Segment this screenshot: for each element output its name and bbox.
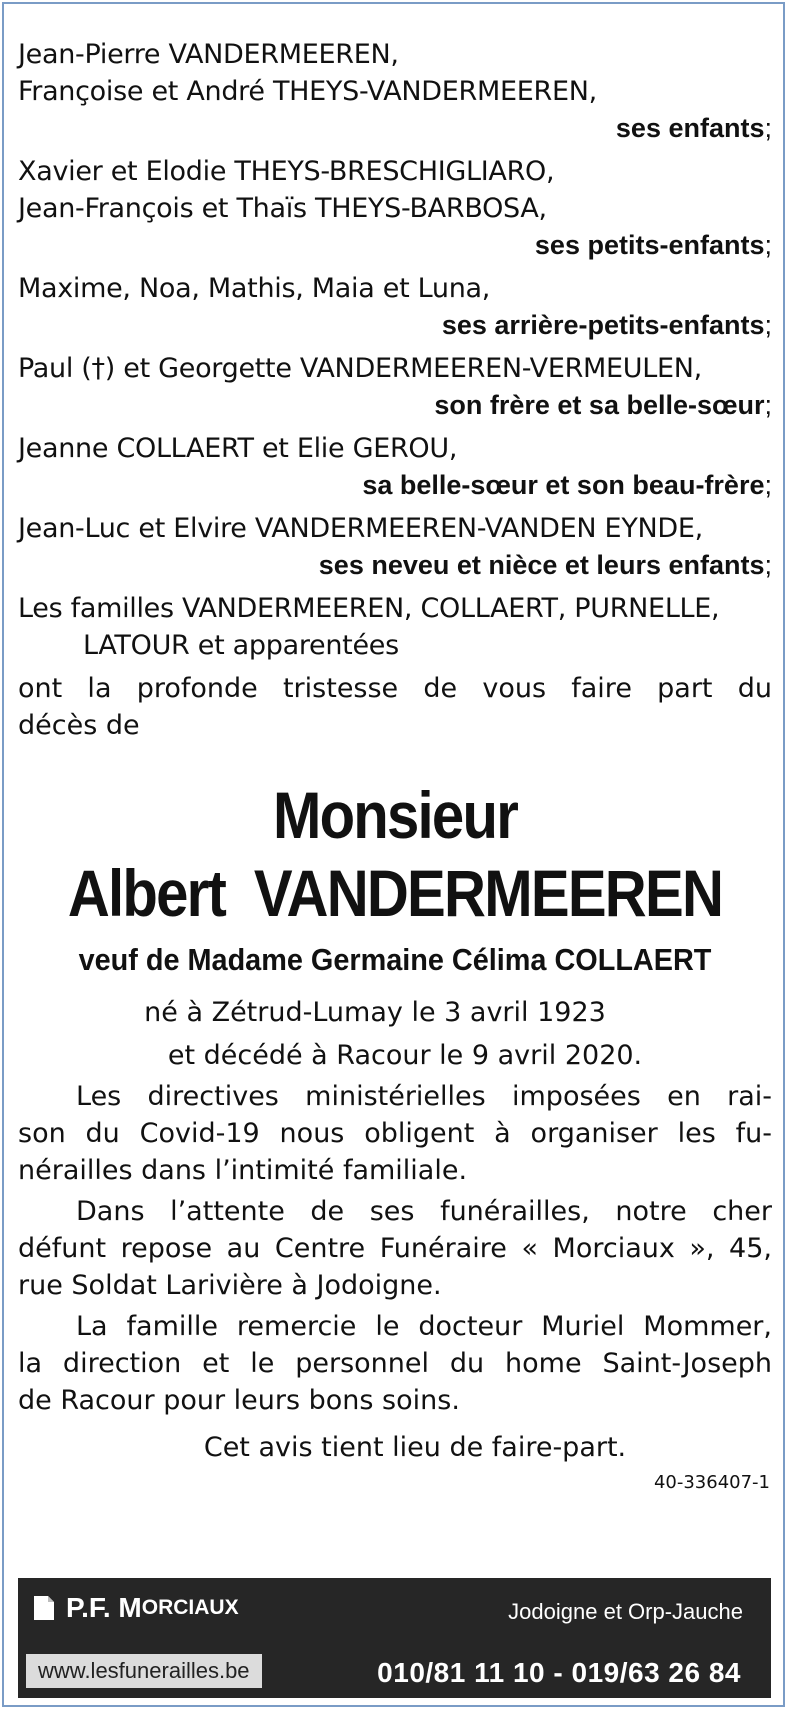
family-line: Jean-Luc et Elvire VANDERMEEREN-VANDEN EYNDE, bbox=[18, 513, 703, 544]
widow-line: veuf de Madame Germaine Célima COLLAERT bbox=[78, 942, 712, 977]
paragraph-line: la direction et le personnel du home Saint-Joseph bbox=[18, 1348, 772, 1379]
role-label: ses enfants bbox=[615, 113, 765, 143]
family-role: ses neveu et nièce et leurs enfants; bbox=[318, 550, 772, 580]
role-label: ses neveu et nièce et leurs enfants bbox=[318, 550, 765, 580]
paragraph-line: son du Covid-19 nous obligent à organiser les fu- bbox=[18, 1118, 772, 1149]
family-block-nephew bbox=[18, 510, 772, 584]
brand-rest: ORCIAUX bbox=[141, 1596, 239, 1619]
paragraph-line: Dans l’attente de ses funérailles, notre cher bbox=[76, 1196, 772, 1227]
family-line: Maxime, Noa, Mathis, Maia et Luna, bbox=[18, 273, 491, 304]
death-line: et décédé à Racour le 9 avril 2020. bbox=[167, 1040, 643, 1071]
funeral-home-brand bbox=[32, 1592, 239, 1624]
paragraph-line: Les directives ministérielles imposées en rai- bbox=[76, 1081, 772, 1112]
brand-prefix: P.F. M bbox=[66, 1592, 142, 1623]
role-label: ses petits-enfants bbox=[534, 230, 765, 260]
deceased-name bbox=[63, 854, 727, 932]
region-text: Jodoigne et Orp-Jauche bbox=[508, 1599, 743, 1624]
role-label: sa belle-sœur et son beau-frère bbox=[362, 470, 765, 500]
funeral-home-footer bbox=[18, 1578, 771, 1698]
family-line: Jean-François et Thaïs THEYS-BARBOSA, bbox=[18, 193, 547, 224]
role-label: ses arrière-petits-enfants bbox=[441, 310, 765, 340]
closing-line: Cet avis tient lieu de faire-part. bbox=[203, 1432, 627, 1463]
families-line: LATOUR et apparentées bbox=[83, 630, 399, 661]
family-block-great-grandchildren bbox=[18, 270, 772, 344]
paragraph-line: nérailles dans l’intimité familiale. bbox=[18, 1155, 468, 1186]
paragraph-directives bbox=[18, 1078, 772, 1189]
families-line: Les familles VANDERMEEREN, COLLAERT, PURNELLE, bbox=[18, 593, 720, 624]
family-line: Jean-Pierre VANDERMEEREN, bbox=[18, 39, 399, 70]
family-line: Xavier et Elodie THEYS-BRESCHIGLIARO, bbox=[18, 156, 555, 187]
phone-numbers: 010/81 11 10 - 019/63 26 84 bbox=[377, 1657, 741, 1688]
obituary-content bbox=[18, 36, 772, 1494]
family-block-sister-in-law bbox=[18, 430, 772, 504]
family-role: ses arrière-petits-enfants; bbox=[441, 310, 772, 340]
paragraph-line: défunt repose au Centre Funéraire « Morciaux », 45, bbox=[18, 1233, 772, 1264]
role-label: son frère et sa belle-sœur bbox=[434, 390, 765, 420]
family-role: ses petits-enfants; bbox=[534, 230, 772, 260]
announcement-line: ont la profonde tristesse de vous faire part du bbox=[18, 673, 772, 704]
family-line: Paul (†) et Georgette VANDERMEEREN-VERMEULEN, bbox=[18, 353, 702, 384]
birth-line: né à Zétrud-Lumay le 3 avril 1923 bbox=[144, 997, 606, 1028]
document-icon bbox=[32, 1594, 56, 1622]
paragraph-line: de Racour pour leurs bons soins. bbox=[18, 1385, 460, 1416]
website-link[interactable]: www.lesfunerailles.be bbox=[26, 1654, 262, 1688]
family-block-children bbox=[18, 36, 772, 147]
paragraph-funeral-home bbox=[18, 1193, 772, 1304]
family-role: ses enfants; bbox=[615, 113, 772, 143]
announcement-line: décès de bbox=[18, 710, 140, 741]
family-role: sa belle-sœur et son beau-frère; bbox=[362, 470, 772, 500]
family-line: Françoise et André THEYS-VANDERMEEREN, bbox=[18, 76, 597, 107]
reference-number: 40-336407-1 bbox=[653, 1472, 770, 1493]
family-block-brother bbox=[18, 350, 772, 424]
family-role: son frère et sa belle-sœur; bbox=[434, 390, 772, 420]
paragraph-line: rue Soldat Larivière à Jodoigne. bbox=[18, 1270, 442, 1301]
family-line: Jeanne COLLAERT et Elie GEROU, bbox=[18, 433, 458, 464]
deceased-title: Monsieur bbox=[272, 778, 518, 852]
deceased-name-text: Albert VANDERMEEREN bbox=[67, 856, 723, 930]
paragraph-line: La famille remercie le docteur Muriel Mommer, bbox=[76, 1311, 772, 1342]
paragraph-thanks bbox=[18, 1308, 772, 1419]
family-block-grandchildren bbox=[18, 153, 772, 264]
